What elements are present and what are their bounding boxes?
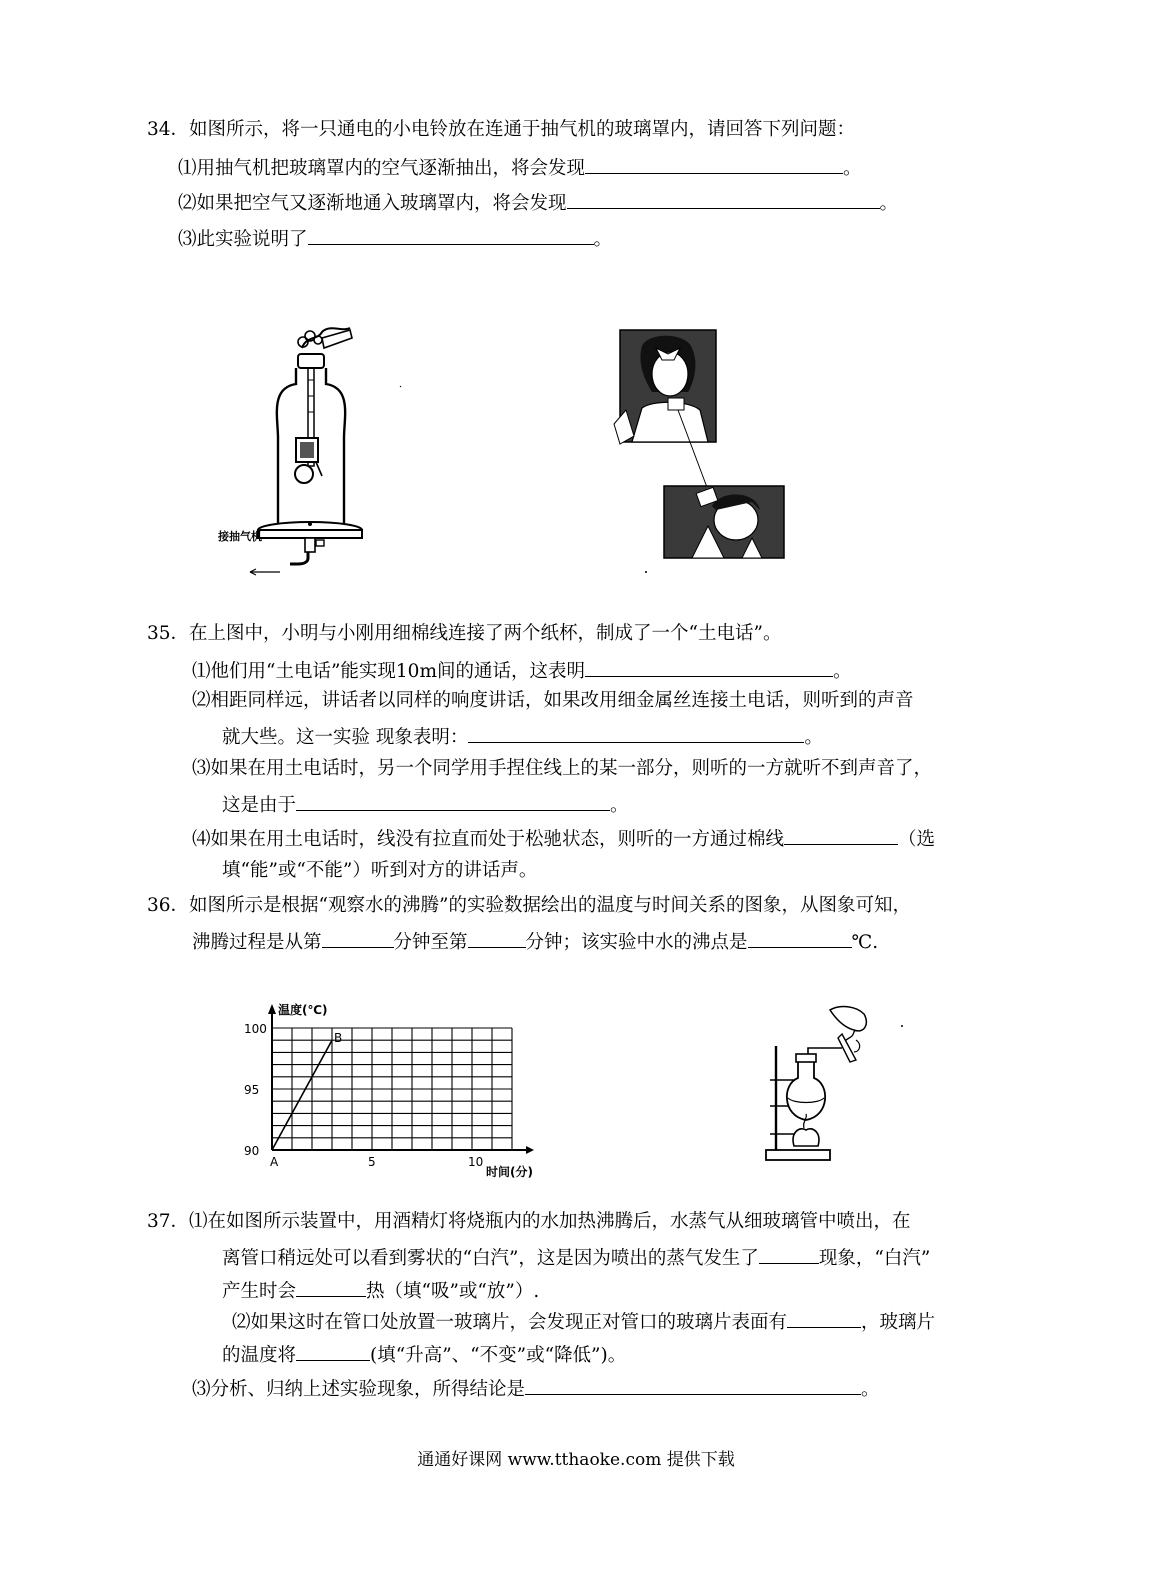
x-tick-label: 10 [468,1155,484,1169]
q35-part3-line1: ⑶如果在用土电话时，另一个同学用手捏住线上的某一部分，则听的一方就听不到声音了， [192,758,933,779]
q37-text-5a: 的温度将 [222,1345,297,1366]
q34-blank1[interactable] [585,153,843,174]
q35-part4-tail: （选 [898,829,936,850]
q35-blank1[interactable] [585,656,833,677]
boiling-chart-svg [236,998,566,1188]
q36-blank1[interactable] [322,927,394,948]
q35-part4-text: ⑷如果在用土电话时，线没有拉直而处于松驰状态，则听的一方通过棉线 [192,829,785,850]
flask-apparatus-figure [756,1000,906,1166]
page-footer: 通通好课网 www.tthaoke.com 提供下载 [417,1450,735,1470]
q37-text-2b: 现象，“白汽” [818,1248,931,1269]
y-tick-label: 100 [244,1022,267,1036]
q35-part4-line2: 填“能”或“不能”）听到对方的讲话声。 [222,860,538,881]
q34-part1-text: ⑴用抽气机把玻璃罩内的空气逐渐抽出，将会发现 [178,158,586,179]
q37-text-5b: (填“升高”、“不变”或“降低”)。 [370,1345,627,1366]
q34-part1 [178,153,862,182]
q36-text-d: ℃. [851,932,879,953]
y-axis-label: 温度(℃) [278,1003,328,1017]
q35-part1-end: 。 [833,661,852,682]
q37-text-3a: 产生时会 [222,1281,297,1302]
q34-part2-text: ⑵如果把空气又逐渐地通入玻璃罩内，将会发现 [178,193,567,214]
q35-part1-text: ⑴他们用“土电话”能实现10m间的通话，这表明 [192,661,586,682]
q37-text-3b: 热（填“吸”或“放”）. [366,1281,540,1302]
y-axis-arrow [268,1004,276,1014]
q35-part2-line2 [222,722,823,751]
q35-blank2[interactable] [468,722,804,743]
q35-part4-line1 [192,824,935,853]
q35-part2-text: 就大些。这一实验 现象表明： [222,727,469,748]
q36-text-c: 分钟；该实验中水的沸点是 [525,932,748,953]
q37-blank4[interactable] [296,1340,370,1361]
q37-text-4b: ，玻璃片 [861,1312,936,1333]
x-tick-label: 5 [368,1155,376,1169]
string-telephone-figure [612,326,792,576]
series-line [272,1040,332,1150]
q36-line1: 36．如图所示是根据“观察水的沸腾”的实验数据绘出的温度与时间关系的图象，从图象可知， [147,895,911,916]
x-axis-arrow [526,1146,534,1154]
q35-part2-end: 。 [804,727,823,748]
q35-part1 [192,656,852,685]
q35-blank4[interactable] [784,824,898,845]
q37-line6 [192,1374,880,1403]
q36-text-b: 分钟至第 [393,932,468,953]
q37-blank2[interactable] [296,1276,366,1297]
boiling-chart [236,998,566,1188]
q37-blank5[interactable] [525,1374,861,1395]
q36-text-a: 沸腾过程是从第 [192,932,322,953]
q34-part2-end: 。 [879,193,899,214]
q35-stem: 35．在上图中，小明与小刚用细棉线连接了两个纸杯，制成了一个“土电话”。 [147,623,782,644]
x-axis-label: 时间(分) [486,1165,533,1179]
q34-part3-end: 。 [593,229,613,250]
bell-jar-figure [210,318,410,576]
q37-text-6-end: 。 [861,1379,880,1400]
q34-blank2[interactable] [567,188,880,209]
q35-part3-end: 。 [610,795,629,816]
q34-stem: 34．如图所示，将一只通电的小电铃放在连通于抽气机的玻璃罩内，请回答下列问题： [147,119,856,140]
chart-grid [272,1028,512,1150]
q34-part3-text: ⑶此实验说明了 [178,229,308,250]
q35-part2-line1: ⑵相距同样远，讲话者以同样的响度讲话，如果改用细金属丝连接土电话，则听到的声音 [192,690,914,711]
q35-blank3[interactable] [296,790,610,811]
q36-blank3[interactable] [748,927,852,948]
q37-text-4a: ⑵如果这时在管口处放置一玻璃片，会发现正对管口的玻璃片表面有 [232,1312,788,1333]
q34-part1-end: 。 [843,158,862,179]
q35-part3-line2 [222,790,629,819]
y-tick-label: 95 [244,1083,260,1097]
q37-line2 [222,1243,930,1272]
point-label-b: B [334,1031,343,1046]
q37-blank3[interactable] [787,1307,861,1328]
bell-jar-label: 接抽气机 [218,530,262,543]
q34-blank3[interactable] [308,224,594,245]
q36-line2 [192,927,878,956]
q35-part3-text: 这是由于 [222,795,297,816]
q34-part3 [178,224,612,253]
q37-blank1[interactable] [759,1243,819,1264]
q37-line5 [222,1340,626,1369]
q37-text-2a: 离管口稍远处可以看到雾状的“白汽”，这是因为喷出的蒸气发生了 [222,1248,759,1269]
origin-label: A [270,1155,279,1169]
q37-line3 [222,1276,539,1305]
q34-part2 [178,188,898,217]
q37-text-6a: ⑶分析、归纳上述实验现象，所得结论是 [192,1379,526,1400]
q36-blank2[interactable] [468,927,526,948]
q37-line1: 37．⑴在如图所示装置中，用酒精灯将烧瓶内的水加热沸腾后，水蒸气从细玻璃管中喷出，在 [147,1211,911,1232]
q37-line4 [232,1307,935,1336]
y-tick-label: 90 [244,1144,260,1158]
